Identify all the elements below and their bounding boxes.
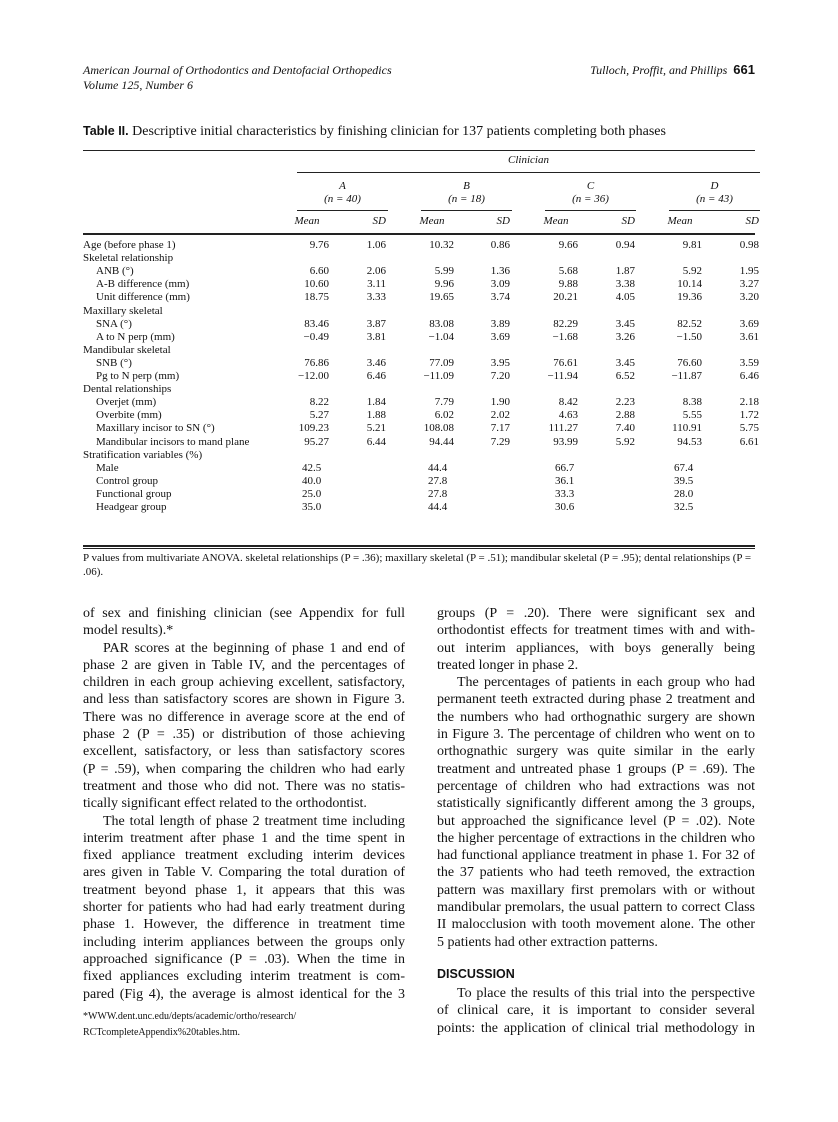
row-label: Male [96,461,119,474]
mean-value: 9.88 [558,278,578,291]
mean-value: 8.42 [558,396,578,409]
percent-value: 30.6 [555,501,575,513]
text-line: children in each group achieving excellent, satisfactory, [83,675,405,691]
text-line: shorter for patients who had had early treatment during [83,900,405,916]
spacer [437,951,755,959]
mean-value: 9.96 [434,278,454,291]
row-label: A-B difference (mm) [96,278,190,291]
group-n: (n = 36) [572,193,609,205]
percent-value: 44.4 [428,501,448,513]
mean-value: −12.00 [298,370,329,382]
mean-header: Mean [667,215,693,227]
mean-value: 7.79 [434,396,454,409]
sd-header: SD [496,215,510,227]
running-head [590,62,755,78]
group-n: (n = 43) [696,193,733,205]
text-line: (P = .59), when comparing the children who had early [83,761,405,777]
sd-value: 1.95 [739,265,759,278]
row-label: SNA (°) [96,317,132,330]
mean-value: 9.76 [309,239,329,251]
mean-value: 8.22 [309,396,329,409]
percent-value: 35.0 [302,501,322,513]
mean-value: 5.92 [682,265,702,278]
sd-value: 3.59 [739,356,759,369]
row-label: Maxillary skeletal [83,304,163,317]
mean-value: 19.65 [429,291,454,304]
sd-value: 3.45 [615,356,635,369]
text-line: The total length of phase 2 treatment time including [103,813,405,829]
text-line: fixed appliances excluding interim treatment is com- [83,969,405,985]
text-line: statistically significantly different among the 3 groups, [437,796,755,812]
sd-value: 3.20 [739,291,759,304]
mean-value: 93.99 [553,435,578,448]
text-line: ares given in Table V. Comparing the total duration of [83,865,405,881]
row-label: Dental relationships [83,383,172,396]
percent-value: 25.0 [302,487,322,500]
text-line: treatment and untreated phase 1 groups (P = .69). The [437,761,755,777]
mean-value: 20.21 [553,291,578,304]
row-label: Pg to N perp (mm) [96,370,180,382]
text-line: the higher percentage of extractions in the children who [437,830,755,846]
mean-value: 108.08 [423,422,454,435]
text-line: There was no difference in average score at the end of [83,709,405,725]
table-rule [83,548,755,549]
row-label: Overjet (mm) [96,396,157,409]
mean-value: 6.60 [309,265,329,278]
mean-value: −11.94 [547,370,578,382]
row-label: Unit difference (mm) [96,291,190,304]
mean-value: 76.61 [553,356,578,369]
text-line: orthodontist effects for treatment times with and with- [437,623,755,639]
clinician-header: Clinician [508,154,549,166]
text-line: treatment beyond phase 1, it appears that this was [83,882,405,898]
table-caption [83,124,666,140]
sd-value: 3.69 [739,317,759,330]
sd-header: SD [621,215,635,227]
sd-value: 1.88 [366,409,386,422]
table-rule [83,233,755,235]
mean-value: −11.09 [423,370,454,382]
mean-value: 110.91 [672,422,702,435]
group-name: C [586,180,595,192]
mean-value: 10.32 [429,239,454,251]
text-line: fixed appliance treatment excluding interim devices [83,848,405,864]
sd-value: 7.29 [490,435,510,448]
percent-value: 27.8 [428,487,448,500]
mean-value: −1.04 [428,330,454,343]
text-line: tically significant effect related to the orthodontist. [83,796,367,812]
percent-value: 28.0 [674,487,694,500]
text-line: excellent, satisfactory, or less than satisfactory scores [83,744,405,760]
group-rule [545,210,636,211]
percent-value: 44.4 [428,461,448,474]
mean-value: 6.02 [434,409,454,422]
sd-value: 2.02 [490,409,510,422]
text-line: the 37 patients who had teeth removed, the extraction [437,865,755,881]
text-line: PAR scores at the beginning of phase 1 and end of [103,640,405,656]
sd-value: 1.90 [490,396,510,409]
text-line: phase 2 (P = .35) or distribution of those achieving [83,727,405,743]
sd-value: 1.84 [366,396,386,409]
sd-value: 5.92 [615,435,635,448]
table-footnote: P values from multivariate ANOVA. skeletal relationships (P = .36); maxillary skeletal (P = .51); mandibular skeletal (P = .95); dental relationships (P = .06). [83,552,752,578]
text-line: pattern was maxillary first premolars with or without [437,882,755,898]
group-name: A [339,180,346,192]
text-line: of sex and finishing clinician (see Appendix for full [83,606,405,621]
sd-value: 3.74 [490,291,510,304]
table-label: Table II. [83,124,129,138]
sd-value: 3.38 [615,278,635,291]
mean-value: 77.09 [429,356,454,369]
text-line: II malocclusion with tooth movement alone. The other [437,917,755,933]
journal-name: American Journal of Orthodontics and Dentofacial Orthopedics [83,63,392,77]
text-line: pared (Fig 4), the average is almost identical for the 3 [83,986,405,1002]
sd-value: 3.87 [366,317,386,330]
mean-value: 19.36 [677,291,702,304]
mean-value: 109.23 [298,422,329,435]
footnote-line: *WWW.dent.unc.edu/depts/academic/ortho/research/ [83,1010,297,1022]
mean-header: Mean [419,215,445,227]
mean-value: −1.50 [676,330,702,343]
row-label: Age (before phase 1) [83,239,176,251]
sd-value: 1.72 [739,409,759,422]
group-rule [669,210,760,211]
sd-value: 7.20 [490,370,510,382]
mean-value: 111.27 [548,422,578,435]
mean-value: 18.75 [304,291,329,304]
mean-value: 76.60 [677,356,702,369]
text-line: percentage of children who had extractions was not [437,778,755,794]
group-name: B [463,180,470,192]
sd-value: 3.81 [366,330,386,343]
table-rule [297,172,760,173]
sd-value: 2.18 [739,396,759,409]
percent-value: 32.5 [674,501,694,513]
mean-value: 5.99 [434,265,454,278]
percent-value: 42.5 [302,461,322,474]
mean-value: −11.87 [671,370,702,382]
mean-value: 5.68 [558,265,578,278]
row-label: ANB (°) [96,265,134,278]
row-label: Overbite (mm) [96,409,162,422]
mean-value: 4.63 [558,409,578,422]
sd-value: 6.61 [739,435,759,448]
percent-value: 33.3 [555,487,575,500]
percent-value: 36.1 [555,474,575,487]
text-line: To place the results of this trial into the perspective [457,985,755,1001]
text-line: approached significance (P = .03). When the time in [83,951,405,967]
page-number: 661 [733,62,755,77]
text-line: but approached the significance level (P = .02). Note [437,813,755,829]
row-label: Functional group [96,487,172,500]
row-label: Skeletal relationship [83,252,174,265]
sd-header: SD [745,215,759,227]
mean-value: 82.29 [553,317,578,330]
sd-value: 3.95 [490,356,510,369]
mean-value: 76.86 [304,356,329,369]
sd-header: SD [372,215,386,227]
text-line: interim treatment after phase 1 and the time spent in [83,830,405,846]
text-line: and less than satisfactory scores are shown in Figure 3. [83,692,405,708]
sd-value: 7.40 [615,422,635,435]
text-line: had functional appliance treatment in phase 1. For 32 of [437,848,755,864]
sd-value: 3.69 [490,330,510,343]
text-line: phase 1. However, the difference in treatment time [83,917,405,933]
sd-value: 6.46 [739,370,759,382]
group-rule [421,210,512,211]
row-label: Headgear group [96,501,167,513]
percent-value: 39.5 [674,474,694,487]
sd-value: 6.52 [615,370,635,382]
row-label: Mandibular incisors to mand plane [96,435,250,448]
text-line: orthognathic surgery was quite similar in the early [437,744,755,760]
percent-value: 27.8 [428,474,448,487]
mean-value: 82.52 [677,317,702,330]
sd-value: 0.98 [739,239,759,251]
group-name: D [710,180,719,192]
table-rule [83,150,755,151]
row-label: Maxillary incisor to SN (°) [96,422,215,435]
text-line: in Figure 3. The percentage of children who went on to [437,727,755,743]
row-label: SNB (°) [96,356,132,369]
mean-value: 10.14 [677,278,702,291]
row-label: Mandibular skeletal [83,343,171,356]
text-line: treated longer in phase 2. [437,657,579,673]
group-rule [297,210,388,211]
group-n: (n = 40) [324,193,361,205]
text-line: model results).* [83,623,174,639]
percent-value: 40.0 [302,474,322,487]
sd-value: 1.36 [490,265,510,278]
row-label: Stratification variables (%) [83,448,203,461]
sd-value: 2.23 [615,396,635,409]
mean-header: Mean [294,215,320,227]
text-line: phase 2 are given in Table IV, and the percentages of [83,657,405,673]
mean-value: 8.38 [682,396,702,409]
mean-value: 5.27 [309,409,329,422]
text-line: of clinical care, it is important to consider several [437,1003,755,1019]
table-title: Descriptive initial characteristics by finishing clinician for 137 patients completing both phases [132,124,666,139]
text-line: 5 patients had other extraction patterns. [437,934,658,950]
mean-value: 94.53 [677,435,702,448]
text-line: treatment and those who did not. There was no statis- [83,778,405,794]
sd-value: 1.87 [615,265,635,278]
sd-value: 7.17 [490,422,510,435]
footnote-line: RCTcompleteAppendix%20tables.htm. [83,1026,241,1038]
text-line: including interim appliances between the groups only [83,934,405,950]
authors: Tulloch, Proffit, and Phillips [590,63,728,77]
percent-value: 66.7 [555,461,575,474]
journal-volume: Volume 125, Number 6 [83,78,193,92]
mean-value: 83.46 [304,317,329,330]
sd-value: 3.33 [366,291,386,304]
sd-value: 3.09 [490,278,510,291]
mean-value: 9.81 [682,239,702,251]
sd-value: 5.75 [739,422,759,435]
mean-value: 5.55 [682,409,702,422]
sd-value: 3.89 [490,317,510,330]
mean-header: Mean [543,215,569,227]
row-label: Control group [96,474,159,487]
sd-value: 2.88 [615,409,635,422]
mean-value: 94.44 [429,435,454,448]
section-heading: DISCUSSION [437,966,515,981]
mean-value: −0.49 [303,330,329,343]
sd-value: 0.94 [615,239,635,251]
group-n: (n = 18) [448,193,485,205]
sd-value: 3.27 [739,278,759,291]
footnote-url [83,1009,405,1041]
body-right-column [437,605,755,1037]
mean-value: 95.27 [304,435,329,448]
sd-value: 3.45 [615,317,635,330]
sd-value: 0.86 [490,239,510,251]
row-label: A to N perp (mm) [96,330,175,343]
sd-value: 3.11 [367,278,386,291]
sd-value: 6.46 [366,370,386,382]
mean-value: 9.66 [558,239,578,251]
percent-value: 67.4 [674,461,694,474]
sd-value: 1.06 [366,239,386,251]
text-line: mandibular premolars, the usual pattern to correct Class [437,900,755,916]
sd-value: 5.21 [366,422,386,435]
sd-value: 6.44 [366,435,386,448]
text-line: groups (P = .20). There were significant sex and [437,606,755,621]
mean-value: 10.60 [304,278,329,291]
mean-value: 83.08 [429,317,454,330]
body-left-column [83,605,405,1041]
sd-value: 2.06 [366,265,386,278]
sd-value: 3.26 [615,330,635,343]
sd-value: 3.46 [366,356,386,369]
table-rule [83,545,755,547]
text-line: out interim appliances, with boys generally being [437,640,755,656]
text-line: The percentages of patients in each group who had [457,675,755,691]
sd-value: 4.05 [615,291,635,304]
mean-value: −1.68 [552,330,578,343]
sd-value: 3.61 [739,330,759,343]
text-line: the numbers who had orthognathic surgery are shown [437,709,755,725]
text-line: permanent teeth extracted during phase 2 treatment and [437,692,755,708]
text-line: points: the application of clinical trial methodology in [437,1020,755,1036]
